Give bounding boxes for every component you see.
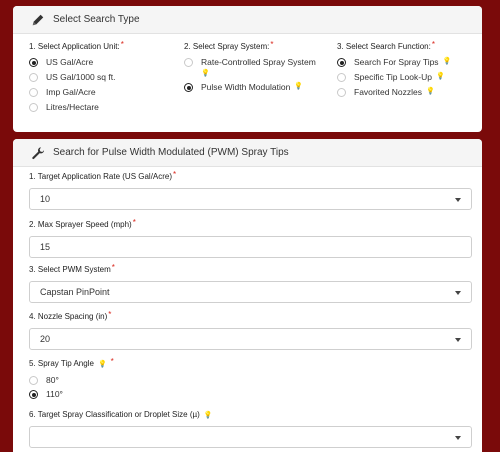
sprayer-speed-field [29,220,472,258]
lightbulb-icon[interactable]: 💡 [442,58,452,65]
required-marker: * [132,218,136,227]
unit-option-imp-gal-acre[interactable]: Imp Gal/Acre [29,87,124,99]
sprayer-speed-input[interactable]: 15 [29,236,472,258]
required-marker: * [120,40,124,49]
system-option-pwm[interactable]: Pulse Width Modulation 💡 [184,82,316,94]
search-function-label: 3. Select Search Function: [337,42,431,51]
required-marker: * [108,310,112,319]
pwm-system-select[interactable]: Capstan PinPoint [29,281,472,303]
application-rate-field [29,172,472,210]
lightbulb-icon[interactable]: 💡 [435,73,445,80]
angle-option-110[interactable]: 110° [29,389,472,399]
sprayer-speed-label: 2. Max Sprayer Speed (mph) [29,220,132,229]
caret-down-icon [455,291,461,295]
nozzle-spacing-select[interactable]: 20 [29,328,472,350]
pwm-search-title: Search for Pulse Width Modulated (PWM) Spray Tips [53,147,289,158]
search-type-panel [13,6,482,132]
required-marker: * [270,40,274,49]
caret-down-icon [455,338,461,342]
radio-unselected[interactable] [337,88,346,97]
application-unit-label: 1. Select Application Unit: [29,42,120,51]
radio-unselected[interactable] [29,88,38,97]
droplet-size-label: 6. Target Spray Classification or Droplet Size (µ) [29,410,200,419]
nozzle-spacing-label: 4. Nozzle Spacing (in) [29,312,108,321]
radio-unselected[interactable] [29,376,38,385]
wrench-icon [31,146,45,160]
lightbulb-icon[interactable]: 💡 [203,412,213,419]
radio-unselected[interactable] [184,58,193,67]
search-function-group [337,42,451,99]
required-marker: * [173,170,177,179]
application-rate-select[interactable]: 10 [29,188,472,210]
system-option-rate-controlled[interactable]: Rate-Controlled Spray System 💡 [184,57,316,79]
required-marker: * [111,263,115,272]
spray-tip-angle-field [29,359,472,399]
function-option-search-tips[interactable]: Search For Spray Tips 💡 [337,57,451,69]
radio-unselected[interactable] [29,103,38,112]
unit-option-litres-hectare[interactable]: Litres/Hectare [29,102,124,114]
radio-unselected[interactable] [29,73,38,82]
droplet-size-field [29,410,472,448]
application-rate-label: 1. Target Application Rate (US Gal/Acre) [29,172,173,181]
droplet-size-select[interactable] [29,426,472,448]
required-marker: * [110,357,114,366]
caret-down-icon [455,436,461,440]
function-option-favorited[interactable]: Favorited Nozzles 💡 [337,87,451,99]
angle-option-80[interactable]: 80° [29,375,472,385]
spray-tip-angle-label: 5. Spray Tip Angle [29,359,94,368]
pwm-search-header [13,139,482,167]
function-option-tip-lookup[interactable]: Specific Tip Look-Up 💡 [337,72,451,84]
radio-selected[interactable] [184,83,193,92]
radio-selected[interactable] [29,58,38,67]
lightbulb-icon[interactable]: 💡 [97,361,107,368]
radio-selected[interactable] [337,58,346,67]
application-unit-group [29,42,124,114]
radio-selected[interactable] [29,390,38,399]
caret-down-icon [455,198,461,202]
unit-option-us-gal-1000sqft[interactable]: US Gal/1000 sq ft. [29,72,124,84]
pwm-system-field [29,265,472,303]
spray-system-label: 2. Select Spray System: [184,42,270,51]
spray-system-group [184,42,316,94]
required-marker: * [431,40,435,49]
unit-option-us-gal-acre[interactable]: US Gal/Acre [29,57,124,69]
pwm-system-label: 3. Select PWM System [29,265,111,274]
nozzle-spacing-field [29,312,472,350]
lightbulb-icon[interactable]: 💡 [426,88,435,95]
lightbulb-icon[interactable]: 💡 [294,83,304,90]
pwm-search-panel [13,139,482,452]
search-type-title: Select Search Type [53,14,140,25]
search-type-header [13,6,482,34]
pencil-icon [31,13,45,27]
radio-unselected[interactable] [337,73,346,82]
lightbulb-icon[interactable]: 💡 [201,70,210,77]
